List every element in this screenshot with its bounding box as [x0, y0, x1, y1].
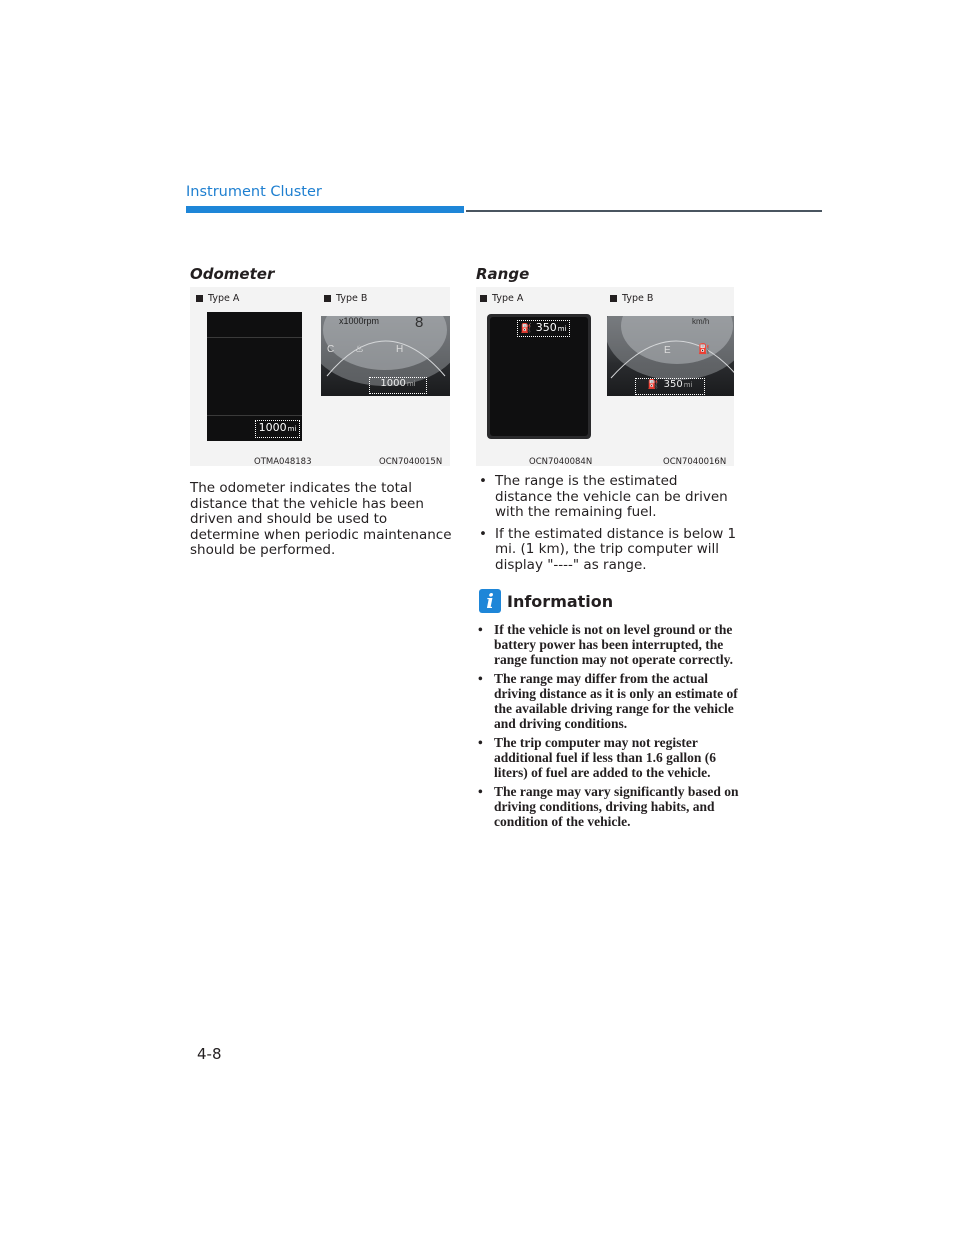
- range-display-a-bezel: [487, 314, 591, 439]
- page-number: 4-8: [197, 1045, 222, 1063]
- bullet-square-icon: [480, 295, 487, 302]
- header-accent-bar: [186, 206, 464, 213]
- range-fig-b-code: OCN7040016N: [663, 457, 727, 467]
- range-fig-a-code: OCN7040084N: [529, 457, 593, 467]
- range-type-b-label: [610, 293, 653, 304]
- odometer-type-b-label: [324, 293, 367, 304]
- odometer-readout-b: 1000 mi: [369, 377, 427, 394]
- temp-hot-label: H: [396, 344, 404, 355]
- range-heading-wrap: [476, 265, 529, 283]
- range-figure: [476, 287, 734, 466]
- odometer-heading-wrap: [190, 265, 274, 283]
- odometer-description-wrap: [190, 481, 452, 559]
- list-item: • The range may vary significantly based on driving conditions, driving habits, and condition of the vehicle.: [476, 784, 744, 829]
- header-rule: [466, 210, 822, 212]
- bullet-square-icon: [610, 295, 617, 302]
- list-item: • If the estimated distance is below 1 mi. (1 km), the trip computer will display "----" as range.: [476, 527, 738, 574]
- list-item: • If the vehicle is not on level ground or the battery power has been interrupted, the range function may not operate correctly.: [476, 622, 744, 667]
- coolant-temp-icon: ♨: [355, 344, 364, 355]
- type-label-text: Type A: [492, 293, 524, 304]
- range-heading: Range: [476, 265, 530, 283]
- fuel-pump-icon: ⛽: [520, 324, 532, 334]
- odometer-figure: [190, 287, 450, 466]
- range-bullets-wrap: [476, 474, 738, 579]
- gauge-number: 8: [415, 316, 424, 331]
- bullet-square-icon: [196, 295, 203, 302]
- range-display-a: [490, 317, 588, 436]
- odometer-type-a-label: [196, 293, 239, 304]
- odometer-readout-a: 1000 mi: [255, 420, 300, 438]
- list-item: • The range is the estimated distance the vehicle can be driven with the remaining fuel.: [476, 474, 738, 521]
- information-list-wrap: [476, 622, 744, 833]
- type-label-text: Type B: [622, 293, 654, 304]
- odometer-description: The odometer indicates the total distance that the vehicle has been driven and should be used to determine when periodic maintenance should be performed.: [190, 480, 452, 558]
- range-type-a-label: [480, 293, 523, 304]
- information-title: Information: [507, 592, 614, 611]
- odometer-gauge-b: [321, 316, 450, 396]
- odometer-fig-b-code: OCN7040015N: [379, 457, 443, 467]
- odometer-heading: Odometer: [190, 265, 275, 283]
- odometer-fig-a-code: OTMA048183: [254, 457, 312, 467]
- type-label-text: Type B: [336, 293, 368, 304]
- bullet-square-icon: [324, 295, 331, 302]
- range-bullet-list: [476, 474, 738, 573]
- gauge-scale-label: x1000rpm: [339, 316, 380, 326]
- range-gauge-b: [607, 316, 734, 396]
- list-item: • The range may differ from the actual driving distance as it is only an estimate of the available driving range for the vehicle and driving conditions.: [476, 671, 744, 731]
- speed-unit-label: km/h: [692, 317, 710, 326]
- temp-cold-label: C: [327, 344, 335, 355]
- fuel-gauge-icon: ⛽: [698, 344, 711, 355]
- fuel-pump-icon: ⛽: [647, 380, 659, 390]
- range-readout-a: ⛽ 350 mi: [517, 320, 570, 337]
- type-label-text: Type A: [208, 293, 240, 304]
- section-title: Instrument Cluster: [186, 184, 322, 200]
- odometer-display-a: [207, 312, 302, 441]
- list-item: • The trip computer may not register additional fuel if less than 1.6 gallon (6 liters) of fuel are added to the vehicle.: [476, 735, 744, 780]
- fuel-empty-label: E: [664, 345, 671, 356]
- information-icon: i: [479, 589, 501, 613]
- information-list: [476, 622, 744, 829]
- range-readout-b: ⛽ 350 mi: [635, 378, 705, 395]
